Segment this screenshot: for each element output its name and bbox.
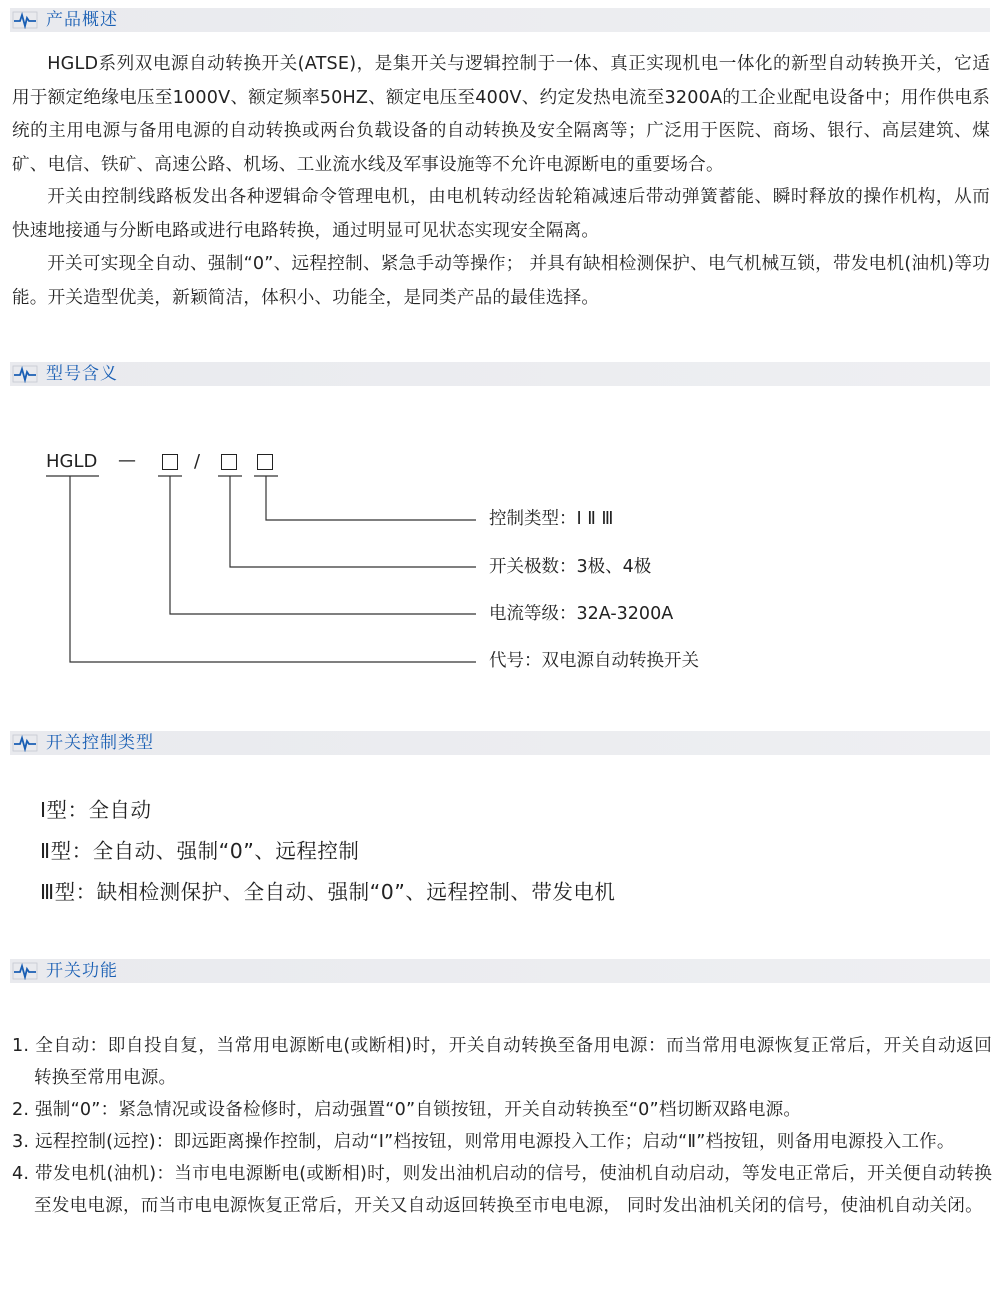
- model-code: HGLD: [46, 451, 98, 472]
- section-header-overview: [10, 8, 990, 32]
- poles-label: 开关极数：3极、4极: [489, 557, 652, 577]
- control-type-item: Ⅰ型：全自动: [40, 798, 152, 822]
- overview-paragraph-3: 开关可实现全自动、强制“0”、远程控制、紧急手动等操作； 并具有缺相检测保护、电气机械互锁，带发电机(油机)等功能。开关造型优美，新颖简洁，体积小、功能全，是同类产品的最佳选择。: [12, 254, 990, 308]
- control-type-item: Ⅲ型：缺相检测保护、全自动、强制“0”、远程控制、带发电机: [40, 880, 616, 904]
- model-code-diagram: [0, 440, 1000, 680]
- overview-paragraph-1: HGLD系列双电源自动转换开关(ATSE)，是集开关与逻辑控制于一体、真正实现机电一体化的新型自动转换开关，它适用于额定绝缘电压至1000V、额定频率50HZ、额定电压至400V、约定发热电流至3200A的工企业配电设备中；用作供电系统的主用电源与备用电源的自动转换或两台负载设备的自动转换及安全隔离等；广泛用于医院、商场、银行、高层建筑、煤矿、电信、铁矿、高速公路、机场、工业流水线及军事设施等不允许电源断电的重要场合。: [12, 54, 990, 175]
- control-type-item: Ⅱ型：全自动、强制“0”、远程控制: [40, 839, 360, 863]
- pulse-icon: [12, 962, 38, 980]
- overview-paragraph-2: 开关由控制线路板发出各种逻辑命令管理电机，由电机转动经齿轮箱减速后带动弹簧蓄能、瞬时释放的操作机构，从而快速地接通与分断电路或进行电路转换，通过明显可见状态实现安全隔离。: [12, 187, 990, 241]
- function-item: 1. 全自动：即自投自复，当常用电源断电(或断相)时，开关自动转换至备用电源：而当常用电源恢复正常后，开关自动返回转换至常用电源。: [12, 1036, 992, 1088]
- section-header-control-types: [10, 731, 990, 755]
- pulse-icon: [12, 365, 38, 383]
- function-item: 3. 远程控制(远控)：即远距离操作控制，启动“Ⅰ”档按钮，则常用电源投入工作；启动“Ⅱ”档按钮，则备用电源投入工作。: [12, 1132, 955, 1152]
- section-header-functions: [10, 959, 990, 983]
- model-slash: /: [194, 451, 201, 472]
- section-title: 开关控制类型: [46, 733, 154, 753]
- function-list: [12, 1030, 992, 1222]
- pulse-icon: [12, 11, 38, 29]
- section-header-model: [10, 362, 990, 386]
- function-item: 2. 强制“0”：紧急情况或设备检修时，启动强置“0”自锁按钮，开关自动转换至“0”档切断双路电源。: [12, 1100, 802, 1120]
- section-title: 开关功能: [46, 961, 118, 981]
- section-title: 产品概述: [46, 10, 118, 30]
- code-meaning-label: 代号：双电源自动转换开关: [489, 651, 699, 671]
- section-title: 型号含义: [46, 364, 118, 384]
- function-item: 4. 带发电机(油机)：当市电电源断电(或断相)时，则发出油机启动的信号，使油机自动启动，等发电正常后，开关便自动转换至发电电源，而当市电电源恢复正常后，开关又自动返回转换至市电电源， 同时发出油机关闭的信号，使油机自动关闭。: [12, 1164, 992, 1216]
- pulse-icon: [12, 734, 38, 752]
- current-rating-label: 电流等级：32A-3200A: [489, 604, 674, 624]
- model-dash: —: [118, 450, 136, 471]
- control-type-label: 控制类型：Ⅰ Ⅱ Ⅲ: [489, 509, 614, 529]
